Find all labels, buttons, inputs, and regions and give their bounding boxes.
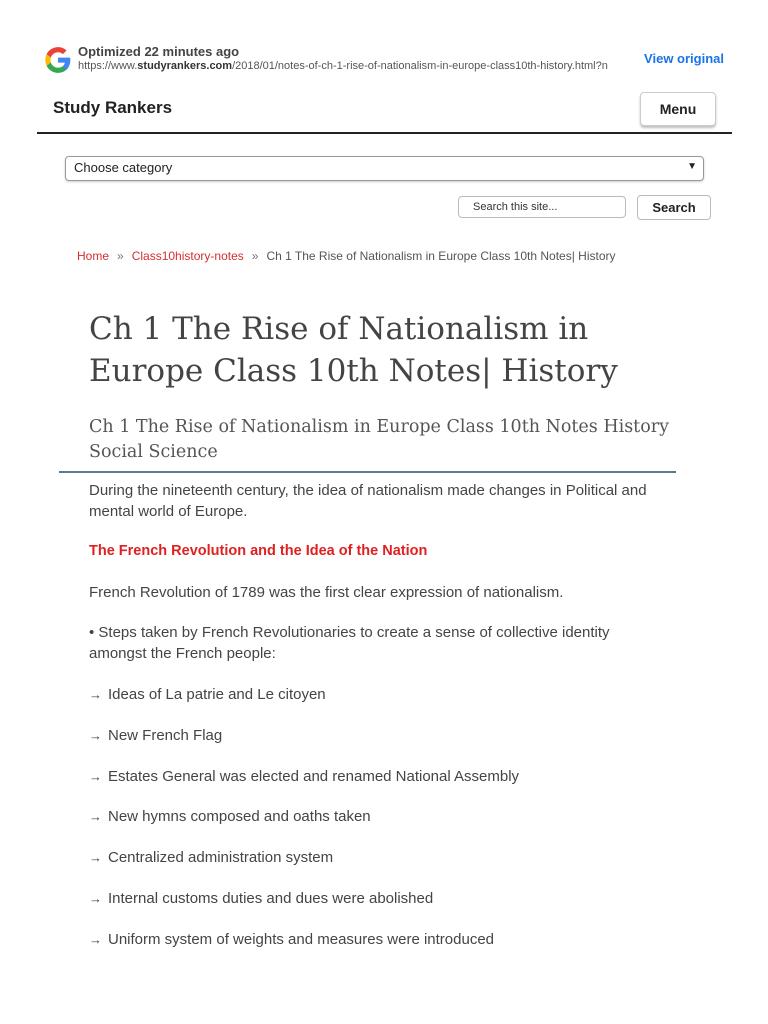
arrow-right-icon: → — [89, 728, 102, 743]
list-item: → Ideas of La patrie and Le citoyen — [89, 686, 326, 703]
google-logo-icon — [44, 46, 72, 74]
breadcrumb-separator: » — [117, 249, 124, 263]
arrow-right-icon: → — [89, 850, 102, 865]
paragraph: • Steps taken by French Revolutionaries to create a sense of collective identity amongst the French people: — [89, 624, 610, 662]
breadcrumb-separator: » — [251, 249, 259, 263]
list-item: → Internal customs duties and dues were abolished — [89, 890, 434, 907]
page-subtitle: Ch 1 The Rise of Nationalism in Europe Class 10th Notes History Social Science — [89, 417, 669, 462]
optimized-banner — [0, 0, 768, 84]
list-item: → Uniform system of weights and measures were introduced — [89, 931, 495, 948]
list-item: → New French Flag — [89, 727, 223, 744]
search-button[interactable]: Search — [637, 195, 711, 220]
view-original-link[interactable]: View original — [644, 51, 724, 66]
arrow-right-icon: → — [89, 809, 102, 824]
breadcrumb-category-link[interactable]: Class10history-notes — [131, 249, 244, 263]
paragraph: French Revolution of 1789 was the first clear expression of nationalism. — [89, 584, 564, 601]
page-url: https://www.studyrankers.com/2018/01/notes-of-ch-1-rise-of-nationalism-in-europe-class10th-history.html?n — [78, 60, 608, 72]
list-item: → New hymns composed and oaths taken — [89, 808, 371, 825]
list-item: → Estates General was elected and renamed National Assembly — [89, 768, 520, 785]
dropdown-arrow-icon: ▼ — [687, 161, 697, 172]
breadcrumb-home-link[interactable]: Home — [77, 249, 110, 263]
divider — [59, 471, 676, 473]
arrow-right-icon: → — [89, 932, 102, 947]
arrow-right-icon: → — [89, 687, 102, 702]
site-brand[interactable]: Study Rankers — [53, 98, 173, 117]
site-header — [37, 86, 732, 134]
search-input[interactable] — [458, 196, 626, 218]
breadcrumb — [77, 249, 616, 263]
arrow-right-icon: → — [89, 769, 102, 784]
optimized-time: Optimized 22 minutes ago — [78, 44, 240, 59]
intro-paragraph: During the nineteenth century, the idea of nationalism made changes in Political and mental world of Europe. — [89, 482, 647, 520]
category-select-value: Choose category — [74, 160, 173, 175]
category-select[interactable] — [65, 156, 704, 181]
breadcrumb-current: Ch 1 The Rise of Nationalism in Europe Class 10th Notes| History — [266, 249, 616, 263]
menu-button[interactable]: Menu — [640, 92, 716, 126]
page-title: Ch 1 The Rise of Nationalism in Europe Class 10th Notes| History — [89, 311, 618, 389]
arrow-right-icon: → — [89, 891, 102, 906]
section-heading: The French Revolution and the Idea of the Nation — [89, 543, 428, 559]
list-item: → Centralized administration system — [89, 849, 334, 866]
